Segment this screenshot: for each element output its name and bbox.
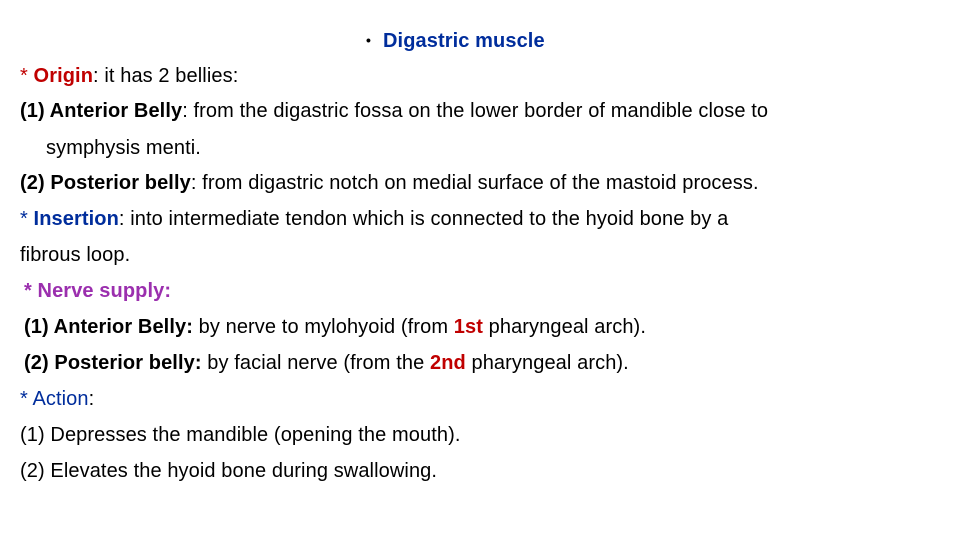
posterior-origin-text: : from digastric notch on medial surface of the mastoid process. bbox=[190, 172, 759, 194]
action-item-2-text: (2) Elevates the hyoid bone during swallowing. bbox=[20, 460, 438, 482]
title-text: Digastric muscle bbox=[383, 30, 545, 52]
insertion-line bbox=[20, 207, 728, 231]
anterior-nerve-text-after: pharyngeal arch). bbox=[482, 316, 646, 338]
insertion-star: * bbox=[20, 208, 34, 230]
action-item-2 bbox=[20, 459, 437, 483]
posterior-nerve-line bbox=[24, 351, 629, 375]
origin-label: Origin bbox=[33, 65, 94, 87]
insertion-label: Insertion bbox=[33, 208, 119, 230]
posterior-origin-label: (2) Posterior belly bbox=[20, 172, 191, 194]
anterior-origin-line-2 bbox=[46, 136, 201, 160]
anterior-origin-line bbox=[20, 99, 768, 123]
anterior-nerve-label: (1) Anterior Belly: bbox=[24, 316, 193, 338]
action-label: Action bbox=[32, 388, 89, 410]
action-line bbox=[20, 387, 94, 411]
origin-text: : it has 2 bellies: bbox=[93, 65, 239, 87]
anterior-origin-text: : from the digastric fossa on the lower border of mandible close to bbox=[182, 100, 769, 122]
posterior-nerve-highlight: 2nd bbox=[429, 352, 466, 374]
action-star: * bbox=[20, 388, 33, 410]
anterior-origin-label: (1) Anterior Belly bbox=[20, 100, 183, 122]
posterior-nerve-text: by facial nerve (from the bbox=[201, 352, 430, 374]
page-title bbox=[366, 28, 545, 53]
anterior-nerve-line bbox=[24, 315, 646, 339]
action-text: : bbox=[88, 388, 95, 410]
nerve-supply-label: * Nerve supply: bbox=[24, 280, 172, 302]
bullet-icon: • bbox=[366, 32, 372, 48]
action-item-1 bbox=[20, 423, 461, 447]
anterior-origin-text-2: symphysis menti. bbox=[46, 137, 201, 159]
action-item-1-text: (1) Depresses the mandible (opening the mouth). bbox=[20, 424, 461, 446]
origin-line bbox=[20, 64, 238, 88]
anterior-nerve-highlight: 1st bbox=[453, 316, 483, 338]
posterior-nerve-label: (2) Posterior belly: bbox=[24, 352, 202, 374]
insertion-text-2: fibrous loop. bbox=[20, 244, 131, 266]
insertion-text: : into intermediate tendon which is connected to the hyoid bone by a bbox=[118, 208, 729, 230]
origin-star: * bbox=[20, 65, 34, 87]
anterior-nerve-text: by nerve to mylohyoid (from bbox=[192, 316, 454, 338]
nerve-supply-heading bbox=[24, 279, 171, 303]
insertion-line-2 bbox=[20, 243, 130, 267]
posterior-nerve-text-after: pharyngeal arch). bbox=[465, 352, 629, 374]
posterior-origin-line bbox=[20, 171, 759, 195]
